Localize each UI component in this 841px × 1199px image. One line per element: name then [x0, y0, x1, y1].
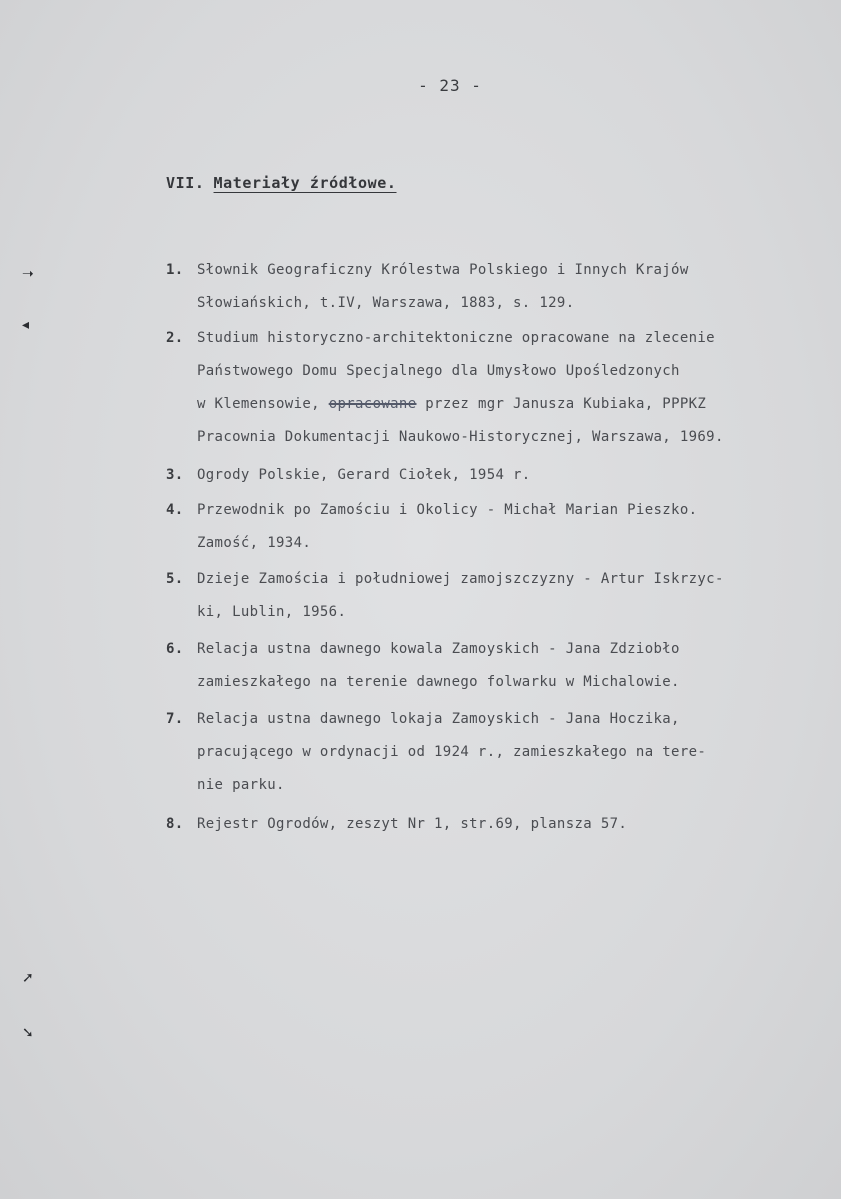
entry-text: Rejestr Ogrodów, zeszyt Nr 1, str.69, plansza 57.	[197, 816, 628, 832]
section-title: Materiały źródłowe.	[213, 174, 397, 192]
entry-number: 5.	[166, 571, 184, 587]
entry-number: 4.	[166, 502, 184, 518]
bibliography-entry	[166, 254, 826, 320]
entry-text: Przewodnik po Zamościu i Okolicy - Michał Marian Pieszko.	[197, 502, 698, 518]
section-number: VII.	[166, 174, 205, 192]
entry-text: ki, Lublin, 1956.	[197, 604, 347, 620]
entry-number: 2.	[166, 330, 184, 346]
bibliography-entry	[166, 322, 826, 454]
entry-text: pracującego w ordynacji od 1924 r., zamieszkałego na tere-	[197, 744, 707, 760]
entry-text: Relacja ustna dawnego kowala Zamoyskich - Jana Zdziobło	[197, 641, 680, 657]
bibliography-entry	[166, 563, 826, 629]
entry-number: 1.	[166, 262, 184, 278]
bibliography-entry	[166, 703, 826, 802]
entry-number: 3.	[166, 467, 184, 483]
margin-arrow-mark: ➝	[22, 266, 34, 282]
entry-number: 6.	[166, 641, 184, 657]
entry-text: Państwowego Domu Specjalnego dla Umysłowo Upośledzonych	[197, 363, 680, 379]
entry-text: Zamość, 1934.	[197, 535, 312, 551]
entry-text: Pracownia Dokumentacji Naukowo-Historycznej, Warszawa, 1969.	[197, 429, 724, 445]
entry-text: nie parku.	[197, 777, 285, 793]
entry-text: Słowiańskich, t.IV, Warszawa, 1883, s. 129.	[197, 295, 575, 311]
entry-text: przez mgr Janusza Kubiaka, PPPKZ	[425, 396, 707, 412]
margin-arrow-mark: ➚	[22, 970, 34, 986]
entry-text: Słownik Geograficzny Królestwa Polskiego i Innych Krajów	[197, 262, 689, 278]
bibliography-entry	[166, 808, 826, 841]
margin-arrow-mark: ◂	[22, 317, 30, 333]
section-heading	[166, 174, 397, 192]
entry-text: zamieszkałego na terenie dawnego folwarku w Michalowie.	[197, 674, 680, 690]
entry-text: Relacja ustna dawnego lokaja Zamoyskich - Jana Hoczika,	[197, 711, 680, 727]
bibliography-entry	[166, 494, 826, 560]
page-number: - 23 -	[418, 76, 482, 95]
margin-arrow-mark: ➘	[22, 1025, 34, 1041]
entry-number: 7.	[166, 711, 184, 727]
entry-text: Dzieje Zamościa i południowej zamojszczyzny - Artur Iskrzyc-	[197, 571, 724, 587]
entry-text: w Klemensowie,	[197, 396, 320, 412]
bibliography-entry	[166, 459, 826, 492]
struck-text: opracowane	[328, 396, 417, 412]
entry-text: Studium historyczno-architektoniczne opracowane na zlecenie	[197, 330, 715, 346]
entry-text: Ogrody Polskie, Gerard Ciołek, 1954 r.	[197, 467, 531, 483]
entry-number: 8.	[166, 816, 184, 832]
bibliography-entry	[166, 633, 826, 699]
entry-text-line	[166, 388, 826, 421]
